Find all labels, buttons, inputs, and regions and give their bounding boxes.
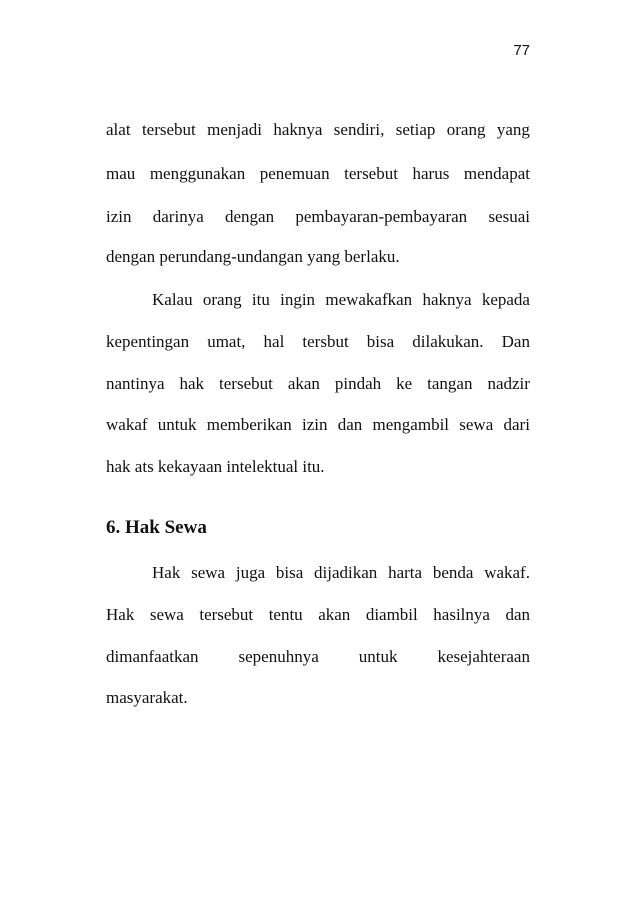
paragraph-line [106, 206, 530, 228]
paragraph-1-line-4 [106, 246, 530, 268]
word: nadzir [487, 374, 530, 393]
word: harus [412, 164, 450, 183]
word: hak [179, 374, 205, 393]
word: benda [432, 563, 474, 582]
word: tersebut [219, 374, 273, 393]
word: tersbut [302, 332, 349, 351]
word: diambil [365, 605, 418, 624]
word: hal [263, 332, 285, 351]
paragraph-1-line-3 [106, 206, 530, 228]
section-paragraph-line-4 [106, 687, 530, 709]
word: hasilnya [433, 605, 490, 624]
word: setiap [395, 120, 436, 139]
paragraph-line [106, 414, 530, 436]
word: sendiri, [333, 120, 385, 139]
word: kepada [481, 290, 530, 309]
word: mau [106, 164, 136, 183]
word: dan [505, 605, 530, 624]
word: dijadikan [314, 563, 378, 582]
word: dilakukan. [412, 332, 484, 351]
word: Dan [501, 332, 530, 351]
word: mewakafkan [325, 290, 413, 309]
word: tentu [268, 605, 303, 624]
word: akan [318, 605, 351, 624]
word: orang [202, 290, 242, 309]
word: bisa [275, 563, 304, 582]
word: tersebut [199, 605, 254, 624]
word: akan [287, 374, 320, 393]
word: pembayaran-pembayaran [295, 207, 468, 226]
paragraph-line [106, 373, 530, 395]
word: sewa [149, 605, 184, 624]
word: kesejahteraan [437, 647, 530, 666]
word: Kalau [152, 290, 193, 309]
paragraph-1-line-2 [106, 163, 530, 185]
word: haknya [273, 120, 323, 139]
paragraph-line: masyarakat. [106, 688, 188, 707]
word: wakaf. [484, 563, 530, 582]
paragraph-line [106, 331, 530, 353]
paragraph-line [106, 562, 530, 584]
word: harta [388, 563, 423, 582]
word: pindah [334, 374, 382, 393]
word: sepenuhnya [238, 647, 319, 666]
word: penemuan [259, 164, 330, 183]
word: Hak [152, 563, 181, 582]
paragraph-line [106, 604, 530, 626]
word: dan [337, 415, 363, 434]
word: sewa [191, 563, 226, 582]
section-paragraph [106, 562, 530, 584]
word: menggunakan [149, 164, 246, 183]
word: tersebut [141, 120, 196, 139]
word: dengan [225, 207, 275, 226]
word: memberikan [206, 415, 292, 434]
paragraph-2-line-2 [106, 331, 530, 353]
word: umat, [207, 332, 246, 351]
section-paragraph-line-2 [106, 604, 530, 626]
word: Hak [106, 605, 135, 624]
word: untuk [157, 415, 197, 434]
paragraph-line: dengan perundang-undangan yang berlaku. [106, 247, 400, 266]
word: sesuai [488, 207, 530, 226]
word: izin [301, 415, 328, 434]
paragraph-2 [106, 289, 530, 311]
word: darinya [152, 207, 204, 226]
paragraph-1 [106, 119, 530, 141]
word: alat [106, 120, 131, 139]
word: haknya [422, 290, 472, 309]
word: bisa [366, 332, 395, 351]
word: kepentingan [106, 332, 190, 351]
word: mengambil [372, 415, 450, 434]
word: ingin [280, 290, 316, 309]
paragraph-line [106, 289, 530, 311]
section-paragraph-line-3 [106, 646, 530, 668]
word: tangan [427, 374, 473, 393]
word: ke [396, 374, 413, 393]
word: izin [106, 207, 132, 226]
word: itu [251, 290, 270, 309]
word: dimanfaatkan [106, 647, 199, 666]
page-number: 77 [513, 42, 530, 59]
section-heading: 6. Hak Sewa [106, 517, 207, 538]
word: orang [446, 120, 486, 139]
paragraph-line [106, 646, 530, 668]
paragraph-line [106, 163, 530, 185]
paragraph-line [106, 119, 530, 141]
word: menjadi [207, 120, 262, 139]
word: dari [503, 415, 530, 434]
word: yang [496, 120, 530, 139]
word: juga [235, 563, 266, 582]
paragraph-2-line-5 [106, 456, 530, 478]
word: untuk [358, 647, 398, 666]
paragraph-2-line-4 [106, 414, 530, 436]
word: mendapat [463, 164, 530, 183]
word: wakaf [106, 415, 148, 434]
word: tersebut [344, 164, 398, 183]
paragraph-line: hak ats kekayaan intelektual itu. [106, 457, 325, 476]
word: nantinya [106, 374, 165, 393]
section-heading-block [106, 517, 530, 539]
paragraph-2-line-3 [106, 373, 530, 395]
word: sewa [459, 415, 494, 434]
